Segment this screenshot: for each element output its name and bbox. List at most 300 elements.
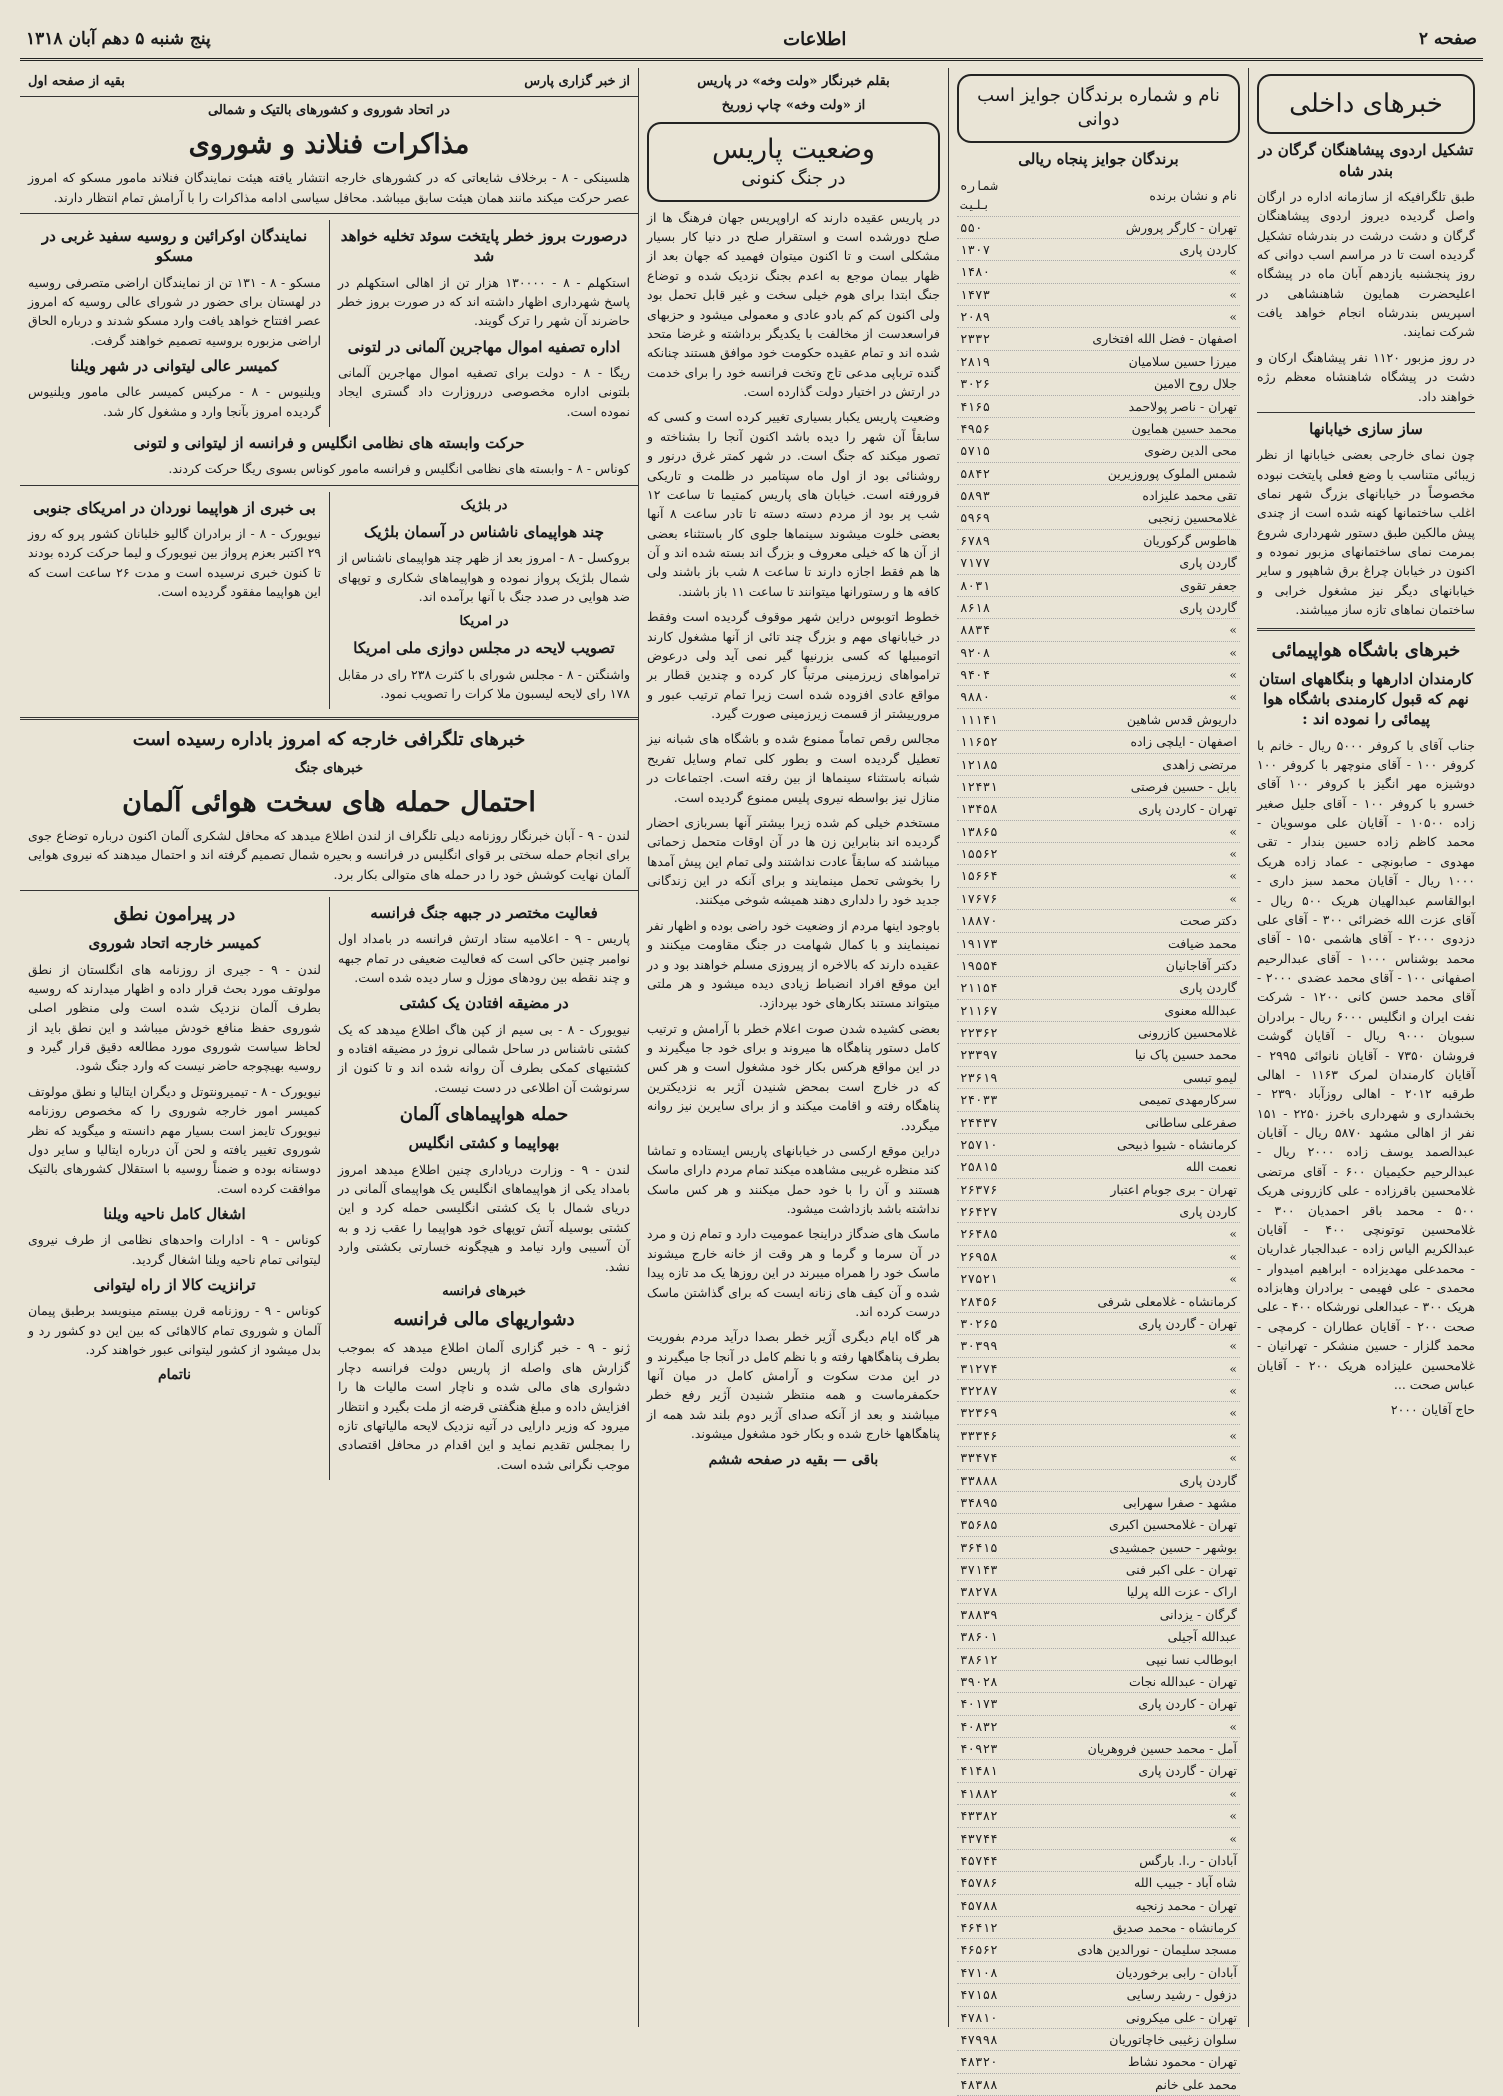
- paris-p4: مجالس رقص تماماً ممنوع شده و باشگاه های شبانه نیز تعطیل گردیده است و بطور کلی تمام وسایل تفریح شبانه باستثناء سینماها از بین رفته است. اجتماعات در منازل نیز بواسطه نیروی پلیس ممنوع گردیده است.: [647, 731, 940, 805]
- winner-ticket: ۳۴۸۹۵: [957, 1491, 1033, 1513]
- winners-header-row: [957, 175, 1240, 216]
- winner-name: محمد حسین پاک نیا: [1033, 1044, 1240, 1066]
- winner-ticket: ۵۸۴۲: [957, 462, 1033, 484]
- winner-row: [957, 753, 1240, 775]
- winner-ticket: ۵۸۹۳: [957, 485, 1033, 507]
- winner-name: تهران - بری جوبام اعتبار: [1033, 1178, 1240, 1200]
- divider: [20, 213, 638, 214]
- winner-ticket: ۲۵۸۱۵: [957, 1156, 1033, 1178]
- winners-body: [957, 216, 1240, 2096]
- winner-row: [957, 552, 1240, 574]
- winner-row: [957, 306, 1240, 328]
- winner-name: »: [1033, 1782, 1240, 1804]
- winner-name: تهران - علی میکرونی: [1033, 2006, 1240, 2028]
- foreign-kicker: در اتحاد شوروی و کشورهای بالتیک و شمالی: [208, 103, 450, 119]
- winner-ticket: ۴۶۵۶۲: [957, 1939, 1033, 1961]
- head-latvia: اداره تصفیه اموال مهاجرین آلمانی در لتونی: [347, 337, 621, 356]
- winner-ticket: ۳۱۲۷۴: [957, 1357, 1033, 1379]
- head-lithuania: کمیسر عالی لیتوانی در شهر ویلنا: [70, 357, 279, 376]
- winner-ticket: ۱۲۴۳۱: [957, 775, 1033, 797]
- masthead: [20, 20, 1483, 61]
- head-france-finance: دشواریهای مالی فرانسه: [393, 1309, 575, 1331]
- winner-ticket: ۲۳۶۱۹: [957, 1066, 1033, 1088]
- winner-name: آبادان - ر.ا. بارگس: [1033, 1849, 1240, 1871]
- body-latvia: ریگا - ۸ - دولت برای تصفیه اموال مهاجرین آلمانی بلتونی اداره مخصوصی درروزارت داد گستری ایجاد نموده است.: [338, 365, 630, 419]
- winner-row: [957, 1290, 1240, 1312]
- paris-p9: ماسک های ضدگاز دراینجا عمومیت دارد و تمام زن و مرد در آن سرما و گرما و هر وقت از خانه خارج میشوند ماسک خود را همراه میبرند در این روزها یک مد تازه پیدا شده و آن کیف های زنانه ایست که برای گذاشتن ماسک درست کرده اند.: [647, 1226, 940, 1319]
- winner-ticket: ۳۰۲۶۵: [957, 1312, 1033, 1334]
- winner-name: غلامحسین کازرونی: [1033, 1022, 1240, 1044]
- winner-row: [957, 395, 1240, 417]
- kicker-source: از «ولت وخه» چاپ زوریخ: [721, 98, 866, 114]
- winner-name: آبادان - رابی برخوردیان: [1033, 1961, 1240, 1983]
- winner-name: مسجد سلیمان - نورالدین هادی: [1033, 1939, 1240, 1961]
- winner-row: [957, 1559, 1240, 1581]
- winner-ticket: ۶۷۸۹: [957, 529, 1033, 551]
- winner-ticket: ۲۵۷۱۰: [957, 1133, 1033, 1155]
- column-paris: [638, 68, 948, 2027]
- winner-ticket: ۱۵۶۶۴: [957, 865, 1033, 887]
- winner-ticket: ۲۰۸۹: [957, 306, 1033, 328]
- winner-name: »: [1033, 1223, 1240, 1245]
- winner-row: [957, 887, 1240, 909]
- winner-name: »: [1033, 1402, 1240, 1424]
- foreign-banner: [20, 68, 638, 97]
- winner-ticket: ۱۳۰۷: [957, 238, 1033, 260]
- winner-row: [957, 1022, 1240, 1044]
- paris-headline-box: [647, 122, 940, 201]
- winner-ticket: ۲۳۳۹۷: [957, 1044, 1033, 1066]
- body-speech-2: نیویورک - ۸ - تیمیرونتوتل و دیگران ایتالیا و نطق مولوتف کمیسر امور خارجه شوروی را که مخصوص روزنامه نیویورک تایمز است بسیار مهم دانسته و میگوید که نظر شوروی تغییر یافته و لحن آن درباره ایتالیا و سایر دول دوستانه بوده و ضمناً روسیه با استقلال کشورهای بالتیک موافقت کرده است.: [28, 1083, 321, 1196]
- winner-name: شمس الملوک پوروزیرین: [1033, 462, 1240, 484]
- winner-name: تقی محمد علیزاده: [1033, 485, 1240, 507]
- winner-name: دکتر آقاجانیان: [1033, 954, 1240, 976]
- winner-name: نعمت الله: [1033, 1156, 1240, 1178]
- winner-row: [957, 619, 1240, 641]
- winner-ticket: ۴۵۷۸۶: [957, 1872, 1033, 1894]
- foreign-grid-top: [20, 220, 638, 427]
- winner-row: [957, 485, 1240, 507]
- winner-row: [957, 1782, 1240, 1804]
- winner-ticket: ۳۸۲۷۸: [957, 1581, 1033, 1603]
- head-transit: ترانزیت کالا از راه لیتوانی: [93, 1276, 256, 1295]
- winner-ticket: ۳۲۳۶۹: [957, 1402, 1033, 1424]
- winner-name: مشهد - صفرا سهرابی: [1033, 1491, 1240, 1513]
- section-france: خبرهای فرانسه: [442, 1283, 526, 1299]
- winner-ticket: ۱۱۶۵۲: [957, 731, 1033, 753]
- continued-page: بقیه در صفحه ششم: [708, 1451, 829, 1468]
- winner-row: [957, 574, 1240, 596]
- head-french-front: فعالیت مختصر در جبهه جنگ فرانسه: [370, 904, 598, 923]
- winner-row: [957, 373, 1240, 395]
- winner-row: [957, 1760, 1240, 1782]
- head-attaches: حرکت وابسته های نظامی انگلیس و فرانسه از لیتوانی و لتونی: [133, 434, 525, 453]
- winner-name: ابوطالب نسا نیپی: [1033, 1648, 1240, 1670]
- article-head-scouts: تشکیل اردوی پیشاهنگان گرگان در بندر شاه: [1258, 141, 1474, 180]
- column-race-winners: [948, 68, 1248, 2092]
- winner-name: »: [1033, 1715, 1240, 1737]
- winner-ticket: ۱۳۴۵۸: [957, 798, 1033, 820]
- winner-name: تهران - گاردن پاری: [1033, 1760, 1240, 1782]
- winner-name: سرکارمهدی تمیمی: [1033, 1089, 1240, 1111]
- winner-name: تهران - ناصر پولاحمد: [1033, 395, 1240, 417]
- section-belgium: در بلژیک: [460, 497, 508, 513]
- divider: [20, 890, 638, 891]
- subcol-right-mid: [329, 492, 638, 710]
- foreign-grid-mid: [20, 492, 638, 710]
- winner-row: [957, 1245, 1240, 1267]
- winner-name: »: [1033, 1380, 1240, 1402]
- paris-p10: هر گاه ایام دیگری آژیر خطر بصدا درآید مردم بفوریت بطرف پناهگاهها رفته و با نظم کامل در آنجا جا میگیرند و در این مدت سکوت و آرامش کامل در میان آنها حکمفرماست و همه منتظر شنیدن آژیر رفع خطر میباشند و بعد از آنکه صدای آژیر دوم بلند شد همه از پناهگاهها خارج شده و بکار خود مشغول میشوند.: [647, 1329, 940, 1442]
- winner-row: [957, 328, 1240, 350]
- body-america: واشنگتن - ۸ - مجلس شورای با کثرت ۲۳۸ رای در مقابل ۱۷۸ رای لایحه لیسبون ملا کرات را تصویب نمود.: [338, 666, 630, 702]
- header-name: نام و نشان برنده: [1033, 175, 1240, 216]
- banner-source: از خبر گزاری پارس: [524, 74, 630, 89]
- divider: [1257, 412, 1475, 413]
- winner-row: [957, 462, 1240, 484]
- winner-row: [957, 1491, 1240, 1513]
- winner-name: تهران - علی اکبر فنی: [1033, 1559, 1240, 1581]
- winner-ticket: ۱۲۱۸۵: [957, 753, 1033, 775]
- winner-ticket: ۴۷۹۹۸: [957, 2028, 1033, 2050]
- air-attacks-block: [20, 826, 638, 884]
- body-german-planes: لندن - ۹ - وزارت دریاداری چنین اطلاع میدهد امروز بامداد یکی از هواپیماهای انگلیس یک هواپیمای آلمانی در دریای شمال با یک کشتی انگلیسی حمله کرد و این کشتی بوسیله آتش توپهای خود هواپیما را عقب زد و به آن آسیبی وارد نیامد و هیچگونه خسارتی بکشتی وارد نشد.: [338, 1161, 630, 1274]
- winner-ticket: ۳۸۸۳۹: [957, 1603, 1033, 1625]
- winner-name: محمد حسین همایون: [1033, 417, 1240, 439]
- headline-finland-talks: مذاکرات فنلاند و شوروی: [188, 129, 470, 161]
- winner-ticket: ۳۳۸۸۸: [957, 1469, 1033, 1491]
- subcol-right-top: [329, 220, 638, 427]
- column-domestic-news: [1248, 68, 1483, 2027]
- winner-ticket: ۲۱۱۶۷: [957, 999, 1033, 1021]
- winner-name: »: [1033, 306, 1240, 328]
- winner-ticket: ۲۶۴۸۵: [957, 1223, 1033, 1245]
- paris-p3: خطوط اتوبوس دراین شهر موقوف گردیده است وفقط در خیابانهای مهم و بزرگ چند تائی از آنها مشغول کارند اتومبیلها که کسی بزرنیها گیر نمی آید ولی درعوض ترامواهای زیرزمینی مرتباً کار کرده و چندین قطار بر مواقع عادی افزوده شده است زیرا تمام ترتیب عبور و مرورییشتر از قسمت زیرزمینی صورت گیرد.: [647, 609, 940, 722]
- winner-name: تهران - محمود نشاط: [1033, 2051, 1240, 2073]
- subcol-left-top: [20, 220, 329, 427]
- article-body-scouts: طبق تلگرافیکه از سازمانه اداره در ارگان واصل گردیده دیروز اردوی پیشاهنگان گرگان و دشت درشت در بندرشاه تشکیل گردیده است تا در مراسم اسب دوانی که روز پنجشنبه یازدهم آبان ماه در پیشگاه اعلیحضرت همایون شاهنشاهی در اسپریس بندرشاه انجام خواهد یافت شرکت نمایند.: [1257, 188, 1475, 340]
- winner-ticket: ۱۴۸۰: [957, 261, 1033, 283]
- winner-name: »: [1033, 1357, 1240, 1379]
- winner-ticket: ۲۶۹۵۸: [957, 1245, 1033, 1267]
- winner-ticket: ۱۹۵۵۴: [957, 954, 1033, 976]
- winner-row: [957, 1156, 1240, 1178]
- page-number: صفحه ۲: [1418, 29, 1477, 49]
- column-foreign-news: [20, 68, 638, 2027]
- winner-row: [957, 216, 1240, 238]
- winner-name: اصفهان - فضل الله افتخاری: [1033, 328, 1240, 350]
- winner-row: [957, 417, 1240, 439]
- winner-ticket: ۵۵۰: [957, 216, 1033, 238]
- winner-ticket: ۱۱۱۴۱: [957, 708, 1033, 730]
- winner-row: [957, 1693, 1240, 1715]
- winner-name: »: [1033, 1447, 1240, 1469]
- article-tail-aviation-club: حاج آقایان ۲۰۰۰: [1390, 1402, 1475, 1418]
- winner-row: [957, 686, 1240, 708]
- head-vilna: اشغال کامل ناحیه ویلنا: [103, 1205, 246, 1224]
- winner-row: [957, 1111, 1240, 1133]
- winner-row: [957, 910, 1240, 932]
- winner-row: [957, 1939, 1240, 1961]
- winner-row: [957, 1380, 1240, 1402]
- paris-p6: باوجود اینها مردم از وضعیت خود راضی بوده و اظهار نفر نمینمایند و با کمال شهامت در جنگ مقاومت میکنند و عقیده دارند که بالاخره از پیروزی مسلم خواهند بود و در این موقع افراد انضباط زیادی دیده میشود و هر ملتی میتواند مستند بکارهای خود بپردازد.: [647, 917, 940, 1011]
- winner-ticket: ۳۵۶۸۵: [957, 1514, 1033, 1536]
- unfinished-note: ناتمام: [157, 1367, 192, 1384]
- article-body-streets: چون نمای خارجی بعضی خیابانها از نظر زیبائی متناسب با وضع فعلی پایتخت نبوده مخصوصاً در خیابانهای بزرگ شهر نمای اغلب ساختمانها کهنه شده است از چندی پیش مالکین طبق دستور شهرداری شروع بمرمت نمای ساختمانهای مزبور نموده و اکنون در خیابان چراغ برق شاهپور و سایر خیابانهای دیگر نیز مشغول خرابی و ساختمان نماهای تازه ساز میباشند.: [1257, 447, 1475, 618]
- winner-name: »: [1033, 619, 1240, 641]
- body-transit: کوناس - ۹ - روزنامه قرن بیستم مینویسد برطبق پیمان آلمان و شوروی تمام کالاهائی که بین این دو کشور رد و بدل میشود از کشور لیتوانی عبور خواهند کرد.: [28, 1303, 321, 1358]
- winner-row: [957, 350, 1240, 372]
- winner-name: بابل - حسین فرصتی: [1033, 775, 1240, 797]
- winner-ticket: ۴۱۶۵: [957, 395, 1033, 417]
- winner-row: [957, 1872, 1240, 1894]
- winner-name: تهران - غلامحسین اکبری: [1033, 1514, 1240, 1536]
- winner-ticket: ۴۱۸۸۲: [957, 1782, 1033, 1804]
- divider: [1257, 628, 1475, 631]
- winner-name: غلامحسین زنجبی: [1033, 507, 1240, 529]
- winner-ticket: ۲۶۴۲۷: [957, 1201, 1033, 1223]
- winner-row: [957, 1738, 1240, 1760]
- columns: [20, 68, 1483, 2092]
- paris-p1: در پاریس عقیده دارند که اراوپریس جهان فرهنگ ها از صلح دورشده است و استقرار صلح در دنیا کار بسیار مشکلی است و تا اکنون میتوان فهمید که جهان بعد از ظهار بیمان موجع به اعدم بجنگ نزدیک شده و توضاع جنگ ابتدا برای هوم خیلی سخت و غیر قابل تحمل بود ولی اکنون کم کم بادو عادی و معمولی میشود و حزبهای فراسعدست از مخالفت با یکدیگر برداشته و غرضا متحد شده اند و تمام عقیده حکومت خود موافق هستند چنانکه گنده ترباپی مدعی تاج وتخت فرانسه خود را برای خدمت در ارتش در اختیار دولت گذارده است.: [647, 209, 940, 400]
- head-ship: در مضیقه افتادن یک کشتی: [399, 994, 569, 1013]
- winner-name: »: [1033, 283, 1240, 305]
- winner-name: »: [1033, 664, 1240, 686]
- winner-name: »: [1033, 887, 1240, 909]
- winner-ticket: ۴۰۹۲۳: [957, 1738, 1033, 1760]
- winner-ticket: ۴۰۸۳۲: [957, 1715, 1033, 1737]
- winner-ticket: ۸۰۳۱: [957, 574, 1033, 596]
- winner-name: »: [1033, 261, 1240, 283]
- winner-ticket: ۱۳۸۶۵: [957, 820, 1033, 842]
- winner-row: [957, 798, 1240, 820]
- winner-ticket: ۲۷۵۲۱: [957, 1268, 1033, 1290]
- winner-row: [957, 731, 1240, 753]
- winner-name: »: [1033, 843, 1240, 865]
- divider: [20, 485, 638, 486]
- winner-row: [957, 932, 1240, 954]
- winner-row: [957, 1469, 1240, 1491]
- winner-name: »: [1033, 641, 1240, 663]
- paris-continued: باقی — بقیه در صفحه ششم: [708, 1451, 879, 1468]
- winner-name: »: [1033, 1245, 1240, 1267]
- winner-ticket: ۸۸۳۴: [957, 619, 1033, 641]
- newspaper-name: اطلاعات: [783, 28, 847, 50]
- winner-name: گرگان - یزدانی: [1033, 1603, 1240, 1625]
- winner-name: گاردن پاری: [1033, 552, 1240, 574]
- sub-speech: کمیسر خارجه اتحاد شوروی: [88, 934, 261, 953]
- winner-row: [957, 261, 1240, 283]
- winner-ticket: ۳۷۱۴۳: [957, 1559, 1033, 1581]
- winner-name: دکتر صحت: [1033, 910, 1240, 932]
- winner-row: [957, 238, 1240, 260]
- winner-name: تهران - کاردن پاری: [1033, 1693, 1240, 1715]
- winner-row: [957, 1424, 1240, 1446]
- winner-ticket: ۴۶۴۱۲: [957, 1917, 1033, 1939]
- body-attaches: کوناس - ۸ - وابسته های نظامی انگلیس و فرانسه مامور کوناس بسوی ریگا حرکت کردند.: [168, 461, 630, 477]
- winner-row: [957, 664, 1240, 686]
- winner-ticket: ۲۴۴۳۷: [957, 1111, 1033, 1133]
- winner-row: [957, 1089, 1240, 1111]
- winner-name: داریوش قدس شاهین: [1033, 708, 1240, 730]
- head-aviators: بی خبری از هواپیما نوردان در امریکای جنوبی: [33, 498, 316, 517]
- winner-row: [957, 529, 1240, 551]
- winners-table: [957, 175, 1240, 2096]
- winner-name: محی الدین رضوی: [1033, 440, 1240, 462]
- winner-row: [957, 1268, 1240, 1290]
- winner-ticket: ۸۶۱۸: [957, 596, 1033, 618]
- winner-row: [957, 1201, 1240, 1223]
- winner-row: [957, 1894, 1240, 1916]
- winner-ticket: ۳۹۰۲۸: [957, 1670, 1033, 1692]
- winner-name: »: [1033, 1827, 1240, 1849]
- winner-name: گاردن پاری: [1033, 1469, 1240, 1491]
- newspaper-page: [20, 20, 1483, 2092]
- body-lithuania: ویلنیوس - ۸ - مرکیس کمیسر عالی مامور ویلنیوس گردیده امروز بآنجا وارد و مشغول کار شد.: [28, 384, 321, 419]
- winner-row: [957, 1805, 1240, 1827]
- divider: [20, 717, 638, 720]
- winner-name: تهران - محمد زنجیه: [1033, 1894, 1240, 1916]
- winner-ticket: ۱۸۸۷۰: [957, 910, 1033, 932]
- winner-name: تهران - کارگر پرورش: [1033, 216, 1240, 238]
- headline-telegraph-news: خبرهای تلگرافی خارجه که امروز باداره رسیده است: [132, 729, 526, 751]
- winner-name: محمد علی خانم: [1033, 2073, 1240, 2095]
- article-body-aviation-club: جناب آقای با کروفر ۵۰۰۰ ریال - خانم با کروفر ۱۰۰ - آقای منوچهر با کروفر ۱۰۰ دوشیزه مهر انگیز با کروفر ۱۰۰ آقای خسرو با کروفر ۱۰۰ - آقای جلیل صغیر زاده ۱۰۵۰۰ - آقایان علی موسویان - محمد کاظم زاده حسین بندار - تقی مهدوی - صابونچی - عماد زاده هریک ۱۰۰۰ ریال - آقایان محمد سبز داری - ابوالقاسم عبدالهیان هریک ۵۰۰ ریال - آقای عزت الله خضرائی ۳۰۰ - آقای علی دزدوی ۲۰۰۰ - آقای هاشمی ۱۵۰ - آقای محمد بوشناس ۱۰۰۰ - آقای عبدالرحیم اصفهانی ۱۰۰ - آقای محمد عضدی ۲۰۰۰ - آقای محمد حسن کانی ۱۲۰۰ - شرکت نفت ایران و انگلیس ۶۰۰۰ ریال - برادران سبویان ۹۰۰۰ ریال - آقایان گوشت فروشان ۷۳۵۰ - آقایان نانوائی ۲۹۹۵ - آقایان کارمندان لمرک ۱۱۶۳ - اهالی طرقبه ۲۰۱۲ - اهالی روزآباد ۲۳۹۰ - بخشداری و شهرداری باخرز ۲۲۵۰ - ۱۵۱ نفر از اهالی مشهد ۵۸۷۰ ریال - آقایان عبدالصمد یوسف زاده ۲۰۰۰ ریال - عبدالرحیم حکیمیان ۶۰۰ - آقای مرتضی غلامحسین باقرزاده - علی کازرونی هریک ۵۰۰ - محمد باقر احمدیان ۳۰۰ - غلامحسین توتونچی ۴۰۰ - آقایان عبدالکریم الیاس زاده - عبدالجبار غداریان - محمدعلی مهدیزاده - ابراهیم امیدوار - محمدی - علی فهیمی - برادران وهابزاده هریک ۳۰۰ - عبدالعلی نورشکاه ۴۰۰ - علی صحت ۲۰۰ - آقایان عطاران - کرمچی - محمد گلزار - حسین منشکر - تهرانیان - غلامحسین علیزاده هریک ۲۰۰ - آقایان عباس صحت ...: [1257, 737, 1476, 1392]
- winner-ticket: ۹۴۰۴: [957, 664, 1033, 686]
- winner-row: [957, 2073, 1240, 2095]
- head-german-planes: حمله هواپیماهای آلمان: [399, 1104, 569, 1126]
- winner-name: هاطوس گرکوریان: [1033, 529, 1240, 551]
- paris-p2: وضعیت پاریس یکبار بسیاری تغییر کرده است و کسی که سابقاً آن شهر را دیده باشد اکنون آنجا را بشناخته و تصور میکند که جنگ است. در شهر کمتر غرق درنور و روشنائی بود از اول ماه سپتامبر در ظلمت و تاریکی فرورفته است. خیابان های پاریس کمتیما تا ساعت ۱۲ شب پر بود از مردم دسته دسته تا تادر ساعت ۸ آنها بعضی خلوت میشوند سینماها جلوی کار باستثناء بعضی از آن ها که خیلی معروف و بزرگ اند بسته شده اند و آن ها هم فقط اجازه دارند تا ساعت ۸ شب باز باشند ولی کافه ها و رستورانها میتوانند تا ساعت ۱۱ باز باشند.: [647, 409, 940, 599]
- issue-date: پنج شنبه ۵ دهم آبان ۱۳۱۸: [26, 29, 211, 49]
- winner-name: »: [1033, 1335, 1240, 1357]
- head-speech: در پیرامون نطق: [113, 904, 236, 926]
- winner-row: [957, 708, 1240, 730]
- head-stockholm: درصورت بروز خطر پایتخت سوئد تخلیه خواهد شد: [340, 227, 628, 266]
- winner-name: بوشهر - حسین جمشیدی: [1033, 1536, 1240, 1558]
- winner-ticket: ۵۷۱۵: [957, 440, 1033, 462]
- winner-row: [957, 1514, 1240, 1536]
- winner-row: [957, 1603, 1240, 1625]
- winner-row: [957, 1223, 1240, 1245]
- winner-name: تهران - گاردن پاری: [1033, 1312, 1240, 1334]
- winner-row: [957, 865, 1240, 887]
- article-sub-aviation-club: کارمندان ادارهها و بنگاههای استان نهم که قبول کارمندی باشگاه هوا پیمائی را نموده اند :: [1259, 669, 1473, 729]
- winner-name: کاردن پاری: [1033, 238, 1240, 260]
- winner-row: [957, 775, 1240, 797]
- winner-row: [957, 1917, 1240, 1939]
- winner-row: [957, 954, 1240, 976]
- winner-ticket: ۳۳۳۴۶: [957, 1424, 1033, 1446]
- body-france-finance: ژنو - ۹ - خبر گزاری آلمان اطلاع میدهد که بموجب گزارش های واصله از پاریس دولت فرانسه دچار دشواری های مالی شده و ناچار است مالیات ها را افزایش داده و مبلغ هنگفتی قرضه از ملت بگیرد و انتظار میرود که وزیر دارایی در آتیه نزدیک لایحه مالیاتهای تازه را بمجلس تقدیم نماید و این اقدام در محافل اقتصادی موجب نگرانی شده است.: [338, 1340, 630, 1472]
- winner-ticket: ۲۲۳۶۲: [957, 1022, 1033, 1044]
- winner-name: میرزا حسین سلامیان: [1033, 350, 1240, 372]
- attaches-block: [20, 433, 638, 479]
- winner-row: [957, 1626, 1240, 1648]
- winner-row: [957, 1715, 1240, 1737]
- winner-name: تهران - عبدالله نجات: [1033, 1670, 1240, 1692]
- body-aviators: نیویورک - ۸ - از برادران گالیو خلبانان کشور پرو که روز ۲۹ اکتبر بعزم پرواز بین نیویورک و لیما حرکت کرده بودند تا کنون خبری نرسیده است و مدت ۲۶ ساعت است که این هواپیما مفقود گردیده است.: [28, 526, 321, 600]
- winner-name: لیمو تبسی: [1033, 1066, 1240, 1088]
- continued-label: باقی: [851, 1451, 879, 1468]
- banner-continued: بقیه از صفحه اول: [28, 74, 125, 89]
- winner-row: [957, 999, 1240, 1021]
- winner-name: عبدالله معنوی: [1033, 999, 1240, 1021]
- body-vilna: کوناس - ۹ - ادارات واحدهای نظامی از طرف نیروی لیتوانی تمام ناحیه ویلنا اشغال گردید.: [28, 1232, 321, 1267]
- paris-title: وضعیت پاریس: [712, 134, 875, 166]
- body-finland-talks-text: هلسینکی - ۸ - برخلاف شایعاتی که در کشورهای خارجه انتشار یافته هیئت نمایندگان فنلاند مامور مسکو که امروز عصر حرکت میکند مانند همان هیئت سابق میباشد. محافل سیاسی ادامه مذاکرات را با آرامش تمام انتظار دارند.: [28, 170, 631, 205]
- section-title-race-winners: نام و شماره برندگان جوایز اسب دوانی: [957, 74, 1240, 143]
- winner-row: [957, 641, 1240, 663]
- winner-ticket: ۴۵۷۴۴: [957, 1849, 1033, 1871]
- head-belgium: چند هواپیمای ناشناس در آسمان بلژیک: [364, 522, 604, 541]
- winner-ticket: ۱۹۱۷۳: [957, 932, 1033, 954]
- winner-row: [957, 1961, 1240, 1983]
- winner-row: [957, 1670, 1240, 1692]
- winner-name: آمل - محمد حسین فروهریان: [1033, 1738, 1240, 1760]
- winner-name: »: [1033, 1424, 1240, 1446]
- winner-ticket: ۲۳۳۲: [957, 328, 1033, 350]
- winner-row: [957, 507, 1240, 529]
- article-head-streets: ساز سازی خیابانها: [1309, 419, 1423, 438]
- winner-name: اصفهان - ایلچی زاده: [1033, 731, 1240, 753]
- winner-ticket: ۳۰۲۶: [957, 373, 1033, 395]
- winner-row: [957, 1044, 1240, 1066]
- winner-name: کاردن پاری: [1033, 1201, 1240, 1223]
- winner-name: صفرعلی ساطانی: [1033, 1111, 1240, 1133]
- body-french-front: پاریس - ۹ - اعلامیه ستاد ارتش فرانسه در بامداد اول نوامبر چنین حاکی است که فعالیت ضعیفی در تمام جبهه و چند نقطه بین رودهای موزل و سار دیده شده است.: [338, 931, 630, 986]
- head-america: تصویب لایحه در مجلس دوازی ملی امریکا: [353, 639, 615, 658]
- winner-ticket: ۲۱۱۵۴: [957, 977, 1033, 999]
- body-ukraine: مسکو - ۸ - ۱۳۱ تن از نمایندگان اراضی متصرفی روسیه در لهستان برای حضور در شورای عالی روسیه که امروز عصر افتتاح خواهد یافت وارد مسکو شدند و درباره الحاق اراضی مزبوره بروسیه تصمیم خواهند گرفت.: [28, 274, 321, 348]
- winners-subtitle: برندگان جوایز پنجاه ریالی: [1018, 149, 1179, 168]
- subcol-left-mid: [20, 492, 329, 710]
- winner-row: [957, 1312, 1240, 1334]
- body-ship: نیویورک - ۸ - بی سیم از کپن هاگ اطلاع میدهد که یک کشتی ناشناس در ساحل شمالی نروژ در مضیقه افتاده و کشتیهای کمکی بطرف آن روانه شده اند و تا کنون از سرنوشت آن اطلاعی در دست نیست.: [338, 1021, 630, 1095]
- article-body-scouts-2: در روز مزبور ۱۱۲۰ نفر پیشاهنگ ارکان و دشت در پیشگاه شاهنشاه معظم رژه خواهند داد.: [1257, 349, 1476, 404]
- paris-p8: دراین موقع ارکسی در خیابانهای پاریس ایستاده و تماشا کند منظره غریبی مشاهده میکند تمام مردم دارای ماسک هستند و آن را با خود حمل میکنند و هر کس ماسک نداشته باشد بازداشت میشود.: [647, 1142, 940, 1217]
- winner-ticket: ۲۸۴۵۶: [957, 1290, 1033, 1312]
- winner-ticket: ۷۱۷۷: [957, 552, 1033, 574]
- winner-row: [957, 2051, 1240, 2073]
- winner-row: [957, 1648, 1240, 1670]
- winner-name: دزفول - رشید رسایی: [1033, 1984, 1240, 2006]
- winner-row: [957, 283, 1240, 305]
- winner-ticket: ۲۴۰۳۳: [957, 1089, 1033, 1111]
- subcol-left-bottom: [20, 897, 329, 1480]
- body-stockholm: استکهلم - ۸ - ۱۳۰۰۰۰ هزار تن از اهالی استکهلم در پاسخ شهرداری اظهار داشته اند که در صورت بروز خطر حاضرند آن شهر را ترک گویند.: [338, 274, 631, 329]
- winner-row: [957, 1827, 1240, 1849]
- winner-ticket: ۳۲۲۸۷: [957, 1380, 1033, 1402]
- foreign-grid-bottom: [20, 897, 638, 1480]
- winner-ticket: ۴۱۴۸۱: [957, 1760, 1033, 1782]
- winner-name: گاردن پاری: [1033, 977, 1240, 999]
- winner-row: [957, 977, 1240, 999]
- section-america: در امریکا: [459, 614, 509, 630]
- sub-german-planes: بهواپیما و کشتی انگلیس: [408, 1134, 560, 1153]
- winner-row: [957, 1447, 1240, 1469]
- headline-air-attacks: احتمال حمله های سخت هوائی آلمان: [122, 786, 536, 818]
- winner-name: »: [1033, 865, 1240, 887]
- winner-row: [957, 2006, 1240, 2028]
- winner-name: جعفر تقوی: [1033, 574, 1240, 596]
- section-title-domestic: خبرهای داخلی: [1257, 74, 1475, 134]
- winner-name: تهران - کاردن پاری: [1033, 798, 1240, 820]
- winner-name: »: [1033, 820, 1240, 842]
- winner-ticket: ۳۳۴۷۴: [957, 1447, 1033, 1469]
- winner-row: [957, 1581, 1240, 1603]
- winner-row: [957, 1335, 1240, 1357]
